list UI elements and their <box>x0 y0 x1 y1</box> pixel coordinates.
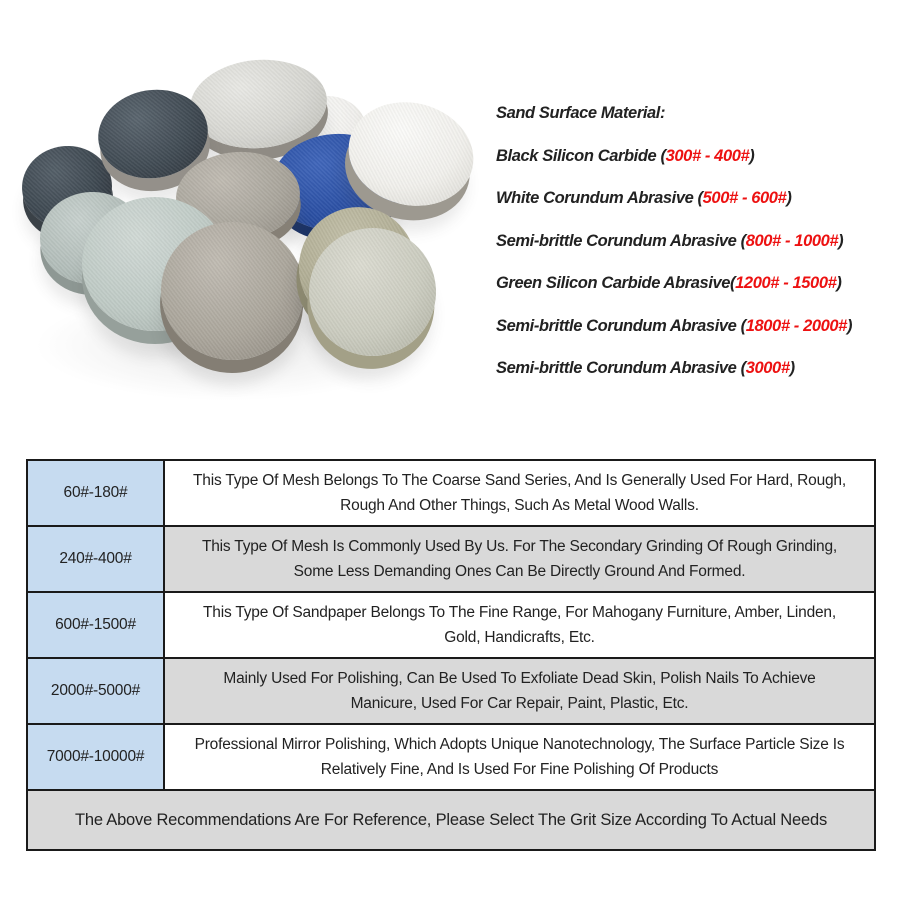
product-photo <box>0 0 495 435</box>
material-name-text: Green Silicon Carbide Abrasive( <box>496 274 736 292</box>
materials-heading: Sand Surface Material: <box>496 104 666 122</box>
grit-range-cell: 60#-180# <box>28 461 165 525</box>
material-name-text: Semi-brittle Corundum Abrasive ( <box>496 316 746 335</box>
grit-table <box>26 459 876 851</box>
grit-range-cell: 240#-400# <box>28 527 165 591</box>
material-name-text: Semi-brittle Corundum Abrasive ( <box>496 359 746 377</box>
material-item <box>496 145 852 167</box>
description-cell: This Type Of Mesh Is Commonly Used By Us. For The Secondary Grinding Of Rough Grinding, Some Less Demanding Ones Can Be Directly Ground And Formed. <box>165 527 874 591</box>
grit-range-cell: 2000#-5000# <box>28 659 165 723</box>
grit-range-cell: 600#-1500# <box>28 593 165 657</box>
material-item <box>496 315 852 337</box>
material-item <box>496 187 852 209</box>
materials-list <box>496 102 852 400</box>
description-cell: Mainly Used For Polishing, Can Be Used To Exfoliate Dead Skin, Polish Nails To Achieve Manicure, Used For Car Repair, Paint, Plastic, Etc. <box>165 659 874 723</box>
material-item <box>496 272 852 294</box>
table-footer: The Above Recommendations Are For Reference, Please Select The Grit Size According To Actual Needs <box>28 791 874 849</box>
material-name-text: Black Silicon Carbide ( <box>496 146 666 165</box>
grit-range-text: 1200# - 1500# <box>735 274 837 292</box>
description-cell: This Type Of Sandpaper Belongs To The Fine Range, For Mahogany Furniture, Amber, Linden, Gold, Handicrafts, Etc. <box>165 593 874 657</box>
description-cell: Professional Mirror Polishing, Which Adopts Unique Nanotechnology, The Surface Particle Size Is Relatively Fine, And Is Used For Fine Polishing Of Products <box>165 725 874 789</box>
paren-close-text: ) <box>789 359 795 377</box>
material-item <box>496 230 852 252</box>
paren-close-text: ) <box>786 189 792 207</box>
paren-close-text: ) <box>749 146 755 165</box>
table-row <box>28 527 874 593</box>
paren-close-text: ) <box>836 274 842 292</box>
grit-range-text: 3000# <box>745 359 790 377</box>
grit-range-cell: 7000#-10000# <box>28 725 165 789</box>
grit-range-text: 800# - 1000# <box>745 231 839 250</box>
paren-close-text: ) <box>846 316 853 335</box>
material-name-text: White Corundum Abrasive ( <box>496 189 703 207</box>
paren-close-text: ) <box>838 231 844 250</box>
material-item <box>496 357 852 379</box>
grit-range-text: 300# - 400# <box>665 146 750 165</box>
description-cell: This Type Of Mesh Belongs To The Coarse Sand Series, And Is Generally Used For Hard, Rough, Rough And Other Things, Such As Metal Wood Walls. <box>165 461 874 525</box>
table-row <box>28 593 874 659</box>
grit-range-text: 500# - 600# <box>702 189 787 207</box>
table-row <box>28 461 874 527</box>
table-row <box>28 725 874 791</box>
material-name-text: Semi-brittle Corundum Abrasive ( <box>496 231 746 250</box>
grit-range-text: 1800# - 2000# <box>745 316 847 335</box>
table-row <box>28 659 874 725</box>
